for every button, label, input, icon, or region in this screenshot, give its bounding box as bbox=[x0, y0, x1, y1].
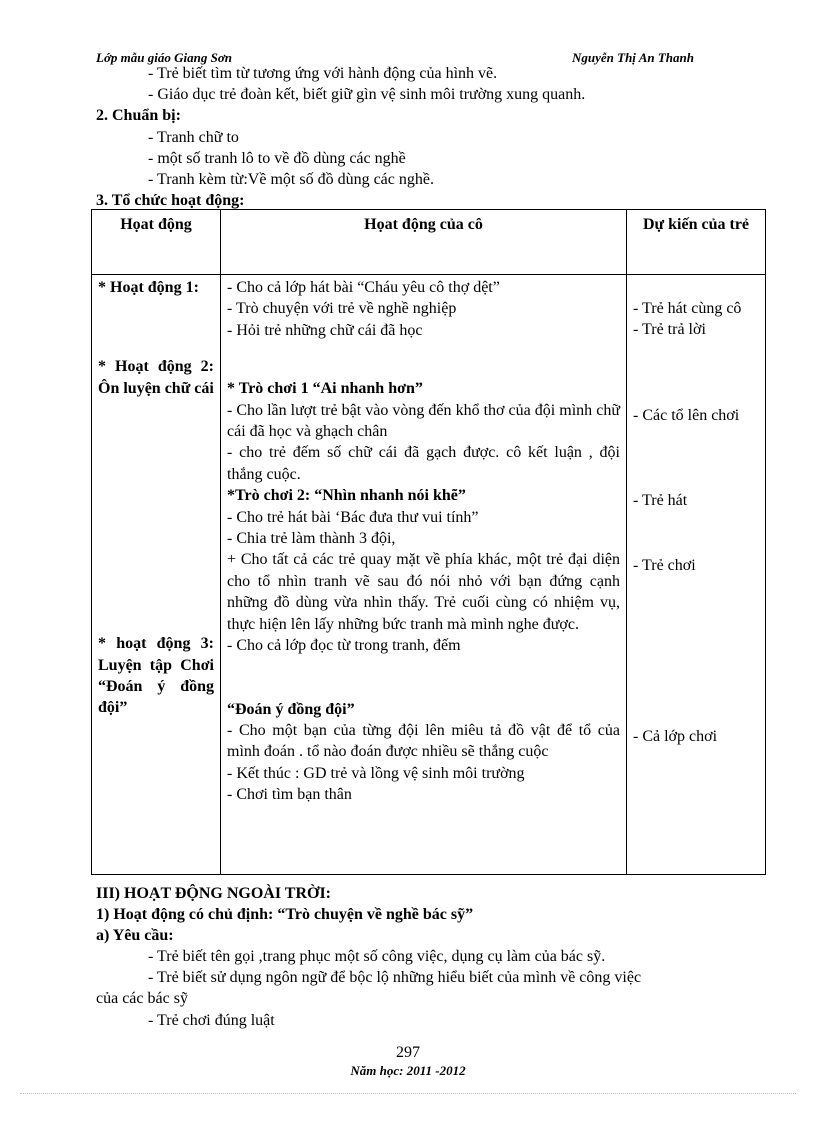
section2-title: 2. Chuẩn bị: bbox=[96, 107, 181, 124]
footer-year: Năm học: 2011 -2012 bbox=[350, 1063, 466, 1078]
page-divider bbox=[20, 1093, 796, 1094]
list-item: - Chơi tìm bạn thân bbox=[227, 786, 352, 804]
activity-1-label: * Hoạt động 1: bbox=[98, 279, 199, 296]
section2-item-1: - Tranh chữ to bbox=[148, 129, 239, 146]
table-body-row bbox=[92, 275, 766, 875]
list-item: - Cho cả lớp hát bài “Cháu yêu cô thợ dệt” bbox=[227, 279, 500, 296]
section2-item-2: - một số tranh lô to về đồ dùng các nghề bbox=[148, 150, 406, 167]
list-item: - Trẻ hát cùng cô bbox=[633, 300, 742, 317]
list-item: - Các tổ lên chơi bbox=[633, 406, 740, 424]
header-expected-children: Dự kiến của trẻ bbox=[627, 210, 766, 275]
requirement-2-line-1: - Trẻ biết sử dụng ngôn ngữ để bộc lộ những hiểu biết của mình về công việc bbox=[148, 969, 642, 986]
list-item: - Trẻ chơi bbox=[633, 556, 696, 574]
section-iii-sub1: 1) Hoạt động có chủ định: “Trò chuyện về nghề bác sỹ” bbox=[96, 906, 474, 923]
requirement-2-line-2: của các bác sỹ bbox=[96, 990, 188, 1007]
game-3-title: “Đoán ý đồng đội” bbox=[227, 700, 355, 718]
list-item: - Cho cả lớp đọc từ trong tranh, đếm bbox=[227, 637, 461, 655]
teacher-column bbox=[221, 275, 627, 875]
activity-column bbox=[92, 275, 221, 875]
section3-title: 3. Tổ chức hoạt động: bbox=[96, 192, 245, 209]
requirement-1: - Trẻ biết tên gọi ,trang phục một số công việc, dụng cụ làm của bác sỹ. bbox=[148, 948, 606, 965]
list-item: - cho trẻ đếm số chữ cái đã gạch được. cô kết luận , đội thắng cuộc. bbox=[227, 444, 620, 483]
list-item: - Trẻ trả lời bbox=[633, 321, 706, 339]
header-left: Lớp mẫu giáo Giang Sơn bbox=[96, 50, 233, 65]
page-number: 297 bbox=[396, 1044, 420, 1061]
section-iii-title: III) HOẠT ĐỘNG NGOÀI TRỜI: bbox=[96, 885, 331, 902]
list-item: - Cho trẻ hát bài ‘Bác đưa thư vui tính” bbox=[227, 508, 479, 526]
section-iii-sub-a: a) Yêu cầu: bbox=[96, 927, 174, 944]
table-header-row bbox=[92, 210, 766, 275]
intro-line-1: - Trẻ biết tìm từ tương ứng với hành động của hình vẽ. bbox=[148, 65, 498, 82]
list-item: - Cho lần lượt trẻ bật vào vòng đến khổ thơ của đội mình chữ cái đã học và ghạch chân bbox=[227, 401, 620, 441]
header-activity: Họat động bbox=[92, 210, 221, 275]
list-item: - Cho một bạn của từng đội lên miêu tả đồ vật để tổ của mình đoán . tổ nào đoán được nhiều sẽ thắng cuộc bbox=[227, 721, 620, 761]
list-item: - Kết thúc : GD trẻ và lồng vệ sinh môi trường bbox=[227, 764, 525, 782]
activity-2-label: * Hoạt động 2: Ôn luyện chữ cái bbox=[98, 358, 214, 397]
requirement-3: - Trẻ chơi đúng luật bbox=[148, 1012, 275, 1029]
list-item: - Chia trẻ làm thành 3 đội, bbox=[227, 530, 396, 548]
list-item: - Hỏi trẻ những chữ cái đã học bbox=[227, 321, 423, 339]
children-column bbox=[627, 275, 766, 875]
list-item: + Cho tất cả các trẻ quay mặt về phía khác, một trẻ đại diện cho tổ nhìn tranh vẽ sau đó nói nhỏ với bạn đứng cạnh những đồ dùng vừa nhìn thấy. Trẻ cuối cùng có nhiệm vụ, thực hiện lên lấy những bức tranh mà mình nghe được. bbox=[227, 551, 620, 633]
activity-3-label: * hoạt động 3: Luyện tập Chơi “Đoán ý đồng đội” bbox=[98, 635, 214, 717]
header-teacher-activity: Họat động của cô bbox=[221, 210, 627, 275]
list-item: - Trẻ hát bbox=[633, 492, 688, 510]
list-item: - Cả lớp chơi bbox=[633, 728, 718, 746]
activity-table bbox=[91, 209, 766, 875]
header-right: Nguyễn Thị An Thanh bbox=[572, 50, 694, 65]
intro-line-2: - Giáo dục trẻ đoàn kết, biết giữ gìn vệ sinh môi trường xung quanh. bbox=[148, 86, 586, 103]
game-1-title: * Trò chơi 1 “Ai nhanh hơn” bbox=[227, 380, 423, 398]
list-item: - Trò chuyện với trẻ về nghề nghiệp bbox=[227, 300, 457, 318]
game-2-title: *Trò chơi 2: “Nhìn nhanh nói khẽ” bbox=[227, 487, 466, 505]
section2-item-3: - Tranh kèm từ:Về một số đồ dùng các nghề. bbox=[148, 171, 434, 188]
